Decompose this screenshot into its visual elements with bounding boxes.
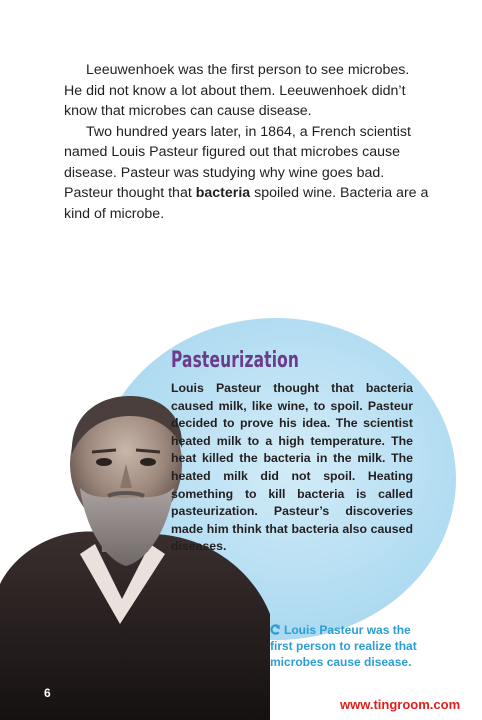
photo-caption-text: Louis Pasteur was the first person to realize that microbes cause disease.: [270, 623, 417, 669]
paragraph-2: [64, 122, 430, 225]
main-body-text: [64, 60, 430, 224]
paragraph-2-part-2: spoiled wine. Bacteria are a kind of microbe.: [64, 185, 429, 222]
sidebar-text: Louis Pasteur thought that bacteria caused milk, like wine, to spoil. Pasteur decided to prove his idea. The scientist heated milk to a high temperature. The heat killed the bacteria in the milk. The heated milk did not spoil. Heating something to kill bacteria is called pasteurization. Pasteur’s discoveries made him think that bacteria also caused diseases.: [171, 381, 413, 554]
sidebar-title: Pasteurization: [171, 348, 300, 373]
page-number: 6: [44, 686, 51, 700]
paragraph-2-part-1: Two hundred years later, in 1864, a French scientist named Louis Pasteur figured out that microbes cause disease. Pasteur was studying why wine goes bad. Pasteur thought that: [64, 123, 411, 201]
watermark: www.tingroom.com: [340, 697, 461, 712]
photo-caption: [270, 622, 420, 670]
paragraph-1: Leeuwenhoek was the first person to see microbes. He did not know a lot about them. Leeuwenhoek didn’t know that microbes can cause disease.: [64, 62, 410, 119]
bold-term-bacteria: bacteria: [195, 185, 251, 201]
c-arrow-icon: [270, 624, 281, 635]
